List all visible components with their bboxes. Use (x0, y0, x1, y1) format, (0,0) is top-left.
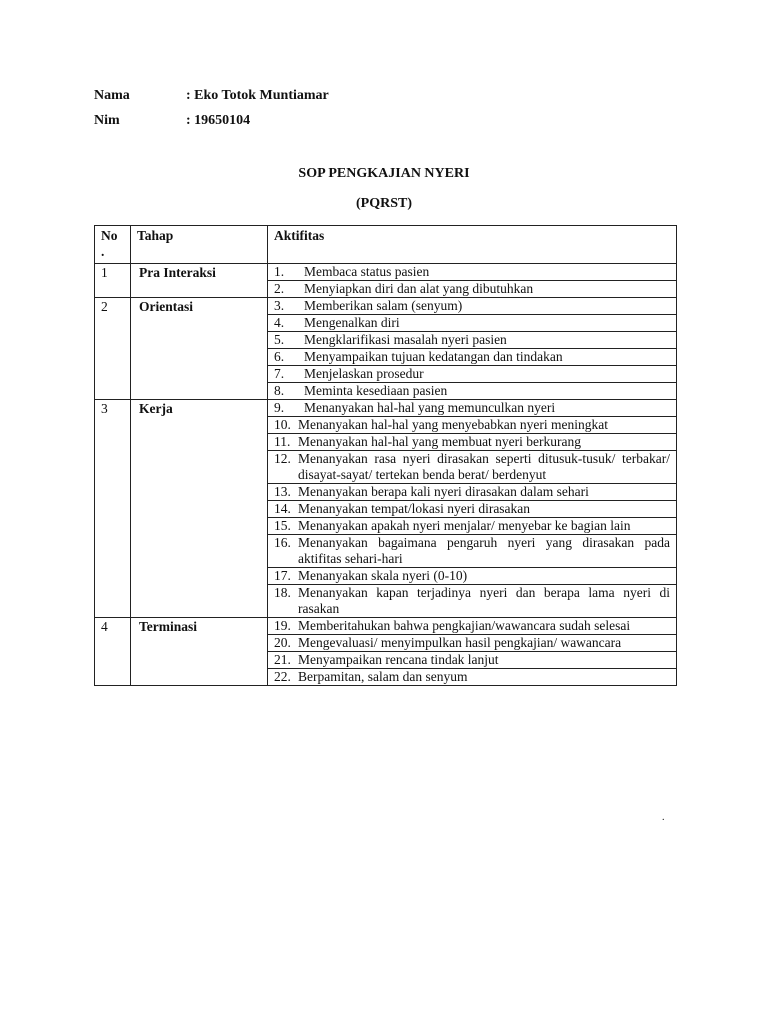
activity-number: 19. (274, 618, 291, 633)
activity-cell (268, 366, 677, 383)
activity-text: Menanyakan skala nyeri (0-10) (298, 568, 468, 583)
activity-cell (268, 535, 677, 568)
activity-cell (268, 315, 677, 332)
activity-number: 21. (274, 652, 291, 667)
activity-item (274, 652, 670, 668)
table-header-row (95, 226, 677, 264)
activity-item (274, 585, 670, 617)
activity-cell (268, 585, 677, 618)
table-row (95, 298, 677, 315)
activity-number: 14. (274, 501, 291, 516)
activity-cell (268, 264, 677, 281)
activity-number: 6. (274, 349, 285, 364)
activity-number: 3. (274, 298, 285, 313)
activity-cell (268, 383, 677, 400)
activity-number: 8. (274, 383, 285, 398)
activity-item (274, 366, 670, 382)
nama-label: Nama (94, 88, 130, 103)
table-row (95, 618, 677, 635)
activity-cell (268, 349, 677, 366)
activity-item (274, 518, 670, 534)
activity-text: Menanyakan bagaimana pengaruh nyeri yang dirasakan pada aktifitas sehari-hari (298, 535, 670, 566)
activity-number: 18. (274, 585, 291, 600)
activity-number: 11. (274, 434, 291, 449)
sop-table (94, 225, 677, 686)
nama-row (94, 88, 329, 104)
activity-cell (268, 332, 677, 349)
activity-number: 9. (274, 400, 285, 415)
activity-text: Menanyakan hal-hal yang memunculkan nyeri (304, 400, 556, 415)
stage-number: 4 (95, 618, 131, 686)
activity-number: 13. (274, 484, 291, 499)
activity-cell (268, 484, 677, 501)
header-aktifitas: Aktifitas (268, 226, 677, 264)
stage-name: Terminasi (131, 618, 268, 686)
activity-item (274, 281, 670, 297)
stage-number: 1 (95, 264, 131, 298)
activity-text: Menanyakan hal-hal yang menyebabkan nyeri meningkat (298, 417, 609, 432)
stage-name: Pra Interaksi (131, 264, 268, 298)
activity-text: Meminta kesediaan pasien (304, 383, 448, 398)
activity-item (274, 484, 670, 500)
activity-item (274, 501, 670, 517)
activity-number: 12. (274, 451, 291, 466)
activity-item (274, 451, 670, 483)
activity-item (274, 434, 670, 450)
activity-text: Berpamitan, salam dan senyum (298, 669, 468, 684)
nama-value: : Eko Totok Muntiamar (186, 88, 329, 103)
activity-cell (268, 298, 677, 315)
activity-cell (268, 669, 677, 686)
activity-number: 17. (274, 568, 291, 583)
activity-cell (268, 434, 677, 451)
activity-item (274, 332, 670, 348)
stage-number: 2 (95, 298, 131, 400)
activity-text: Memberitahukan bahwa pengkajian/wawancara sudah selesai (298, 618, 631, 633)
activity-number: 10. (274, 417, 291, 432)
table-body (95, 264, 677, 686)
activity-text: Menanyakan apakah nyeri menjalar/ menyebar ke bagian lain (298, 518, 631, 533)
table-row (95, 264, 677, 281)
activity-text: Menyampaikan tujuan kedatangan dan tindakan (304, 349, 563, 364)
header-tahap: Tahap (131, 226, 268, 264)
activity-item (274, 669, 670, 685)
activity-text: Menyiapkan diri dan alat yang dibutuhkan (304, 281, 534, 296)
activity-text: Mengevaluasi/ menyimpulkan hasil pengkajian/ wawancara (298, 635, 622, 650)
activity-item (274, 400, 670, 416)
activity-cell (268, 618, 677, 635)
activity-text: Menanyakan tempat/lokasi nyeri dirasakan (298, 501, 531, 516)
activity-number: 7. (274, 366, 285, 381)
activity-text: Mengklarifikasi masalah nyeri pasien (304, 332, 507, 347)
activity-item (274, 417, 670, 433)
stage-name: Orientasi (131, 298, 268, 400)
activity-number: 4. (274, 315, 285, 330)
activity-text: Membaca status pasien (304, 264, 430, 279)
activity-item (274, 568, 670, 584)
activity-item (274, 635, 670, 651)
activity-number: 5. (274, 332, 285, 347)
activity-text: Menanyakan berapa kali nyeri dirasakan dalam sehari (298, 484, 589, 499)
activity-text: Menanyakan kapan terjadinya nyeri dan berapa lama nyeri di rasakan (298, 585, 670, 616)
activity-item (274, 618, 670, 634)
activity-number: 1. (274, 264, 285, 279)
activity-text: Mengenalkan diri (304, 315, 400, 330)
nim-label: Nim (94, 113, 120, 128)
activity-cell (268, 501, 677, 518)
activity-text: Menjelaskan prosedur (304, 366, 424, 381)
stage-name: Kerja (131, 400, 268, 618)
activity-number: 20. (274, 635, 291, 650)
activity-number: 15. (274, 518, 291, 533)
activity-item (274, 298, 670, 314)
document-subtitle: (PQRST) (356, 196, 412, 211)
footer-mark: . (662, 812, 665, 823)
activity-cell (268, 400, 677, 417)
activity-cell (268, 281, 677, 298)
activity-text: Menyampaikan rencana tindak lanjut (298, 652, 499, 667)
table-row (95, 400, 677, 417)
nim-row (94, 113, 250, 129)
header-no: No . (95, 226, 131, 264)
activity-cell (268, 451, 677, 484)
activity-item (274, 315, 670, 331)
activity-cell (268, 518, 677, 535)
activity-item (274, 264, 670, 280)
activity-number: 2. (274, 281, 285, 296)
document-title: SOP PENGKAJIAN NYERI (298, 166, 470, 181)
activity-number: 22. (274, 669, 291, 684)
activity-cell (268, 652, 677, 669)
activity-item (274, 349, 670, 365)
activity-cell (268, 568, 677, 585)
activity-item (274, 535, 670, 567)
activity-cell (268, 417, 677, 434)
activity-number: 16. (274, 535, 291, 550)
activity-cell (268, 635, 677, 652)
activity-text: Memberikan salam (senyum) (304, 298, 463, 313)
nim-value: : 19650104 (186, 113, 251, 128)
activity-item (274, 383, 670, 399)
activity-text: Menanyakan rasa nyeri dirasakan seperti ditusuk-tusuk/ terbakar/ disayat-sayat/ tertekan benda berat/ berdenyut (298, 451, 670, 482)
activity-text: Menanyakan hal-hal yang membuat nyeri berkurang (298, 434, 582, 449)
stage-number: 3 (95, 400, 131, 618)
